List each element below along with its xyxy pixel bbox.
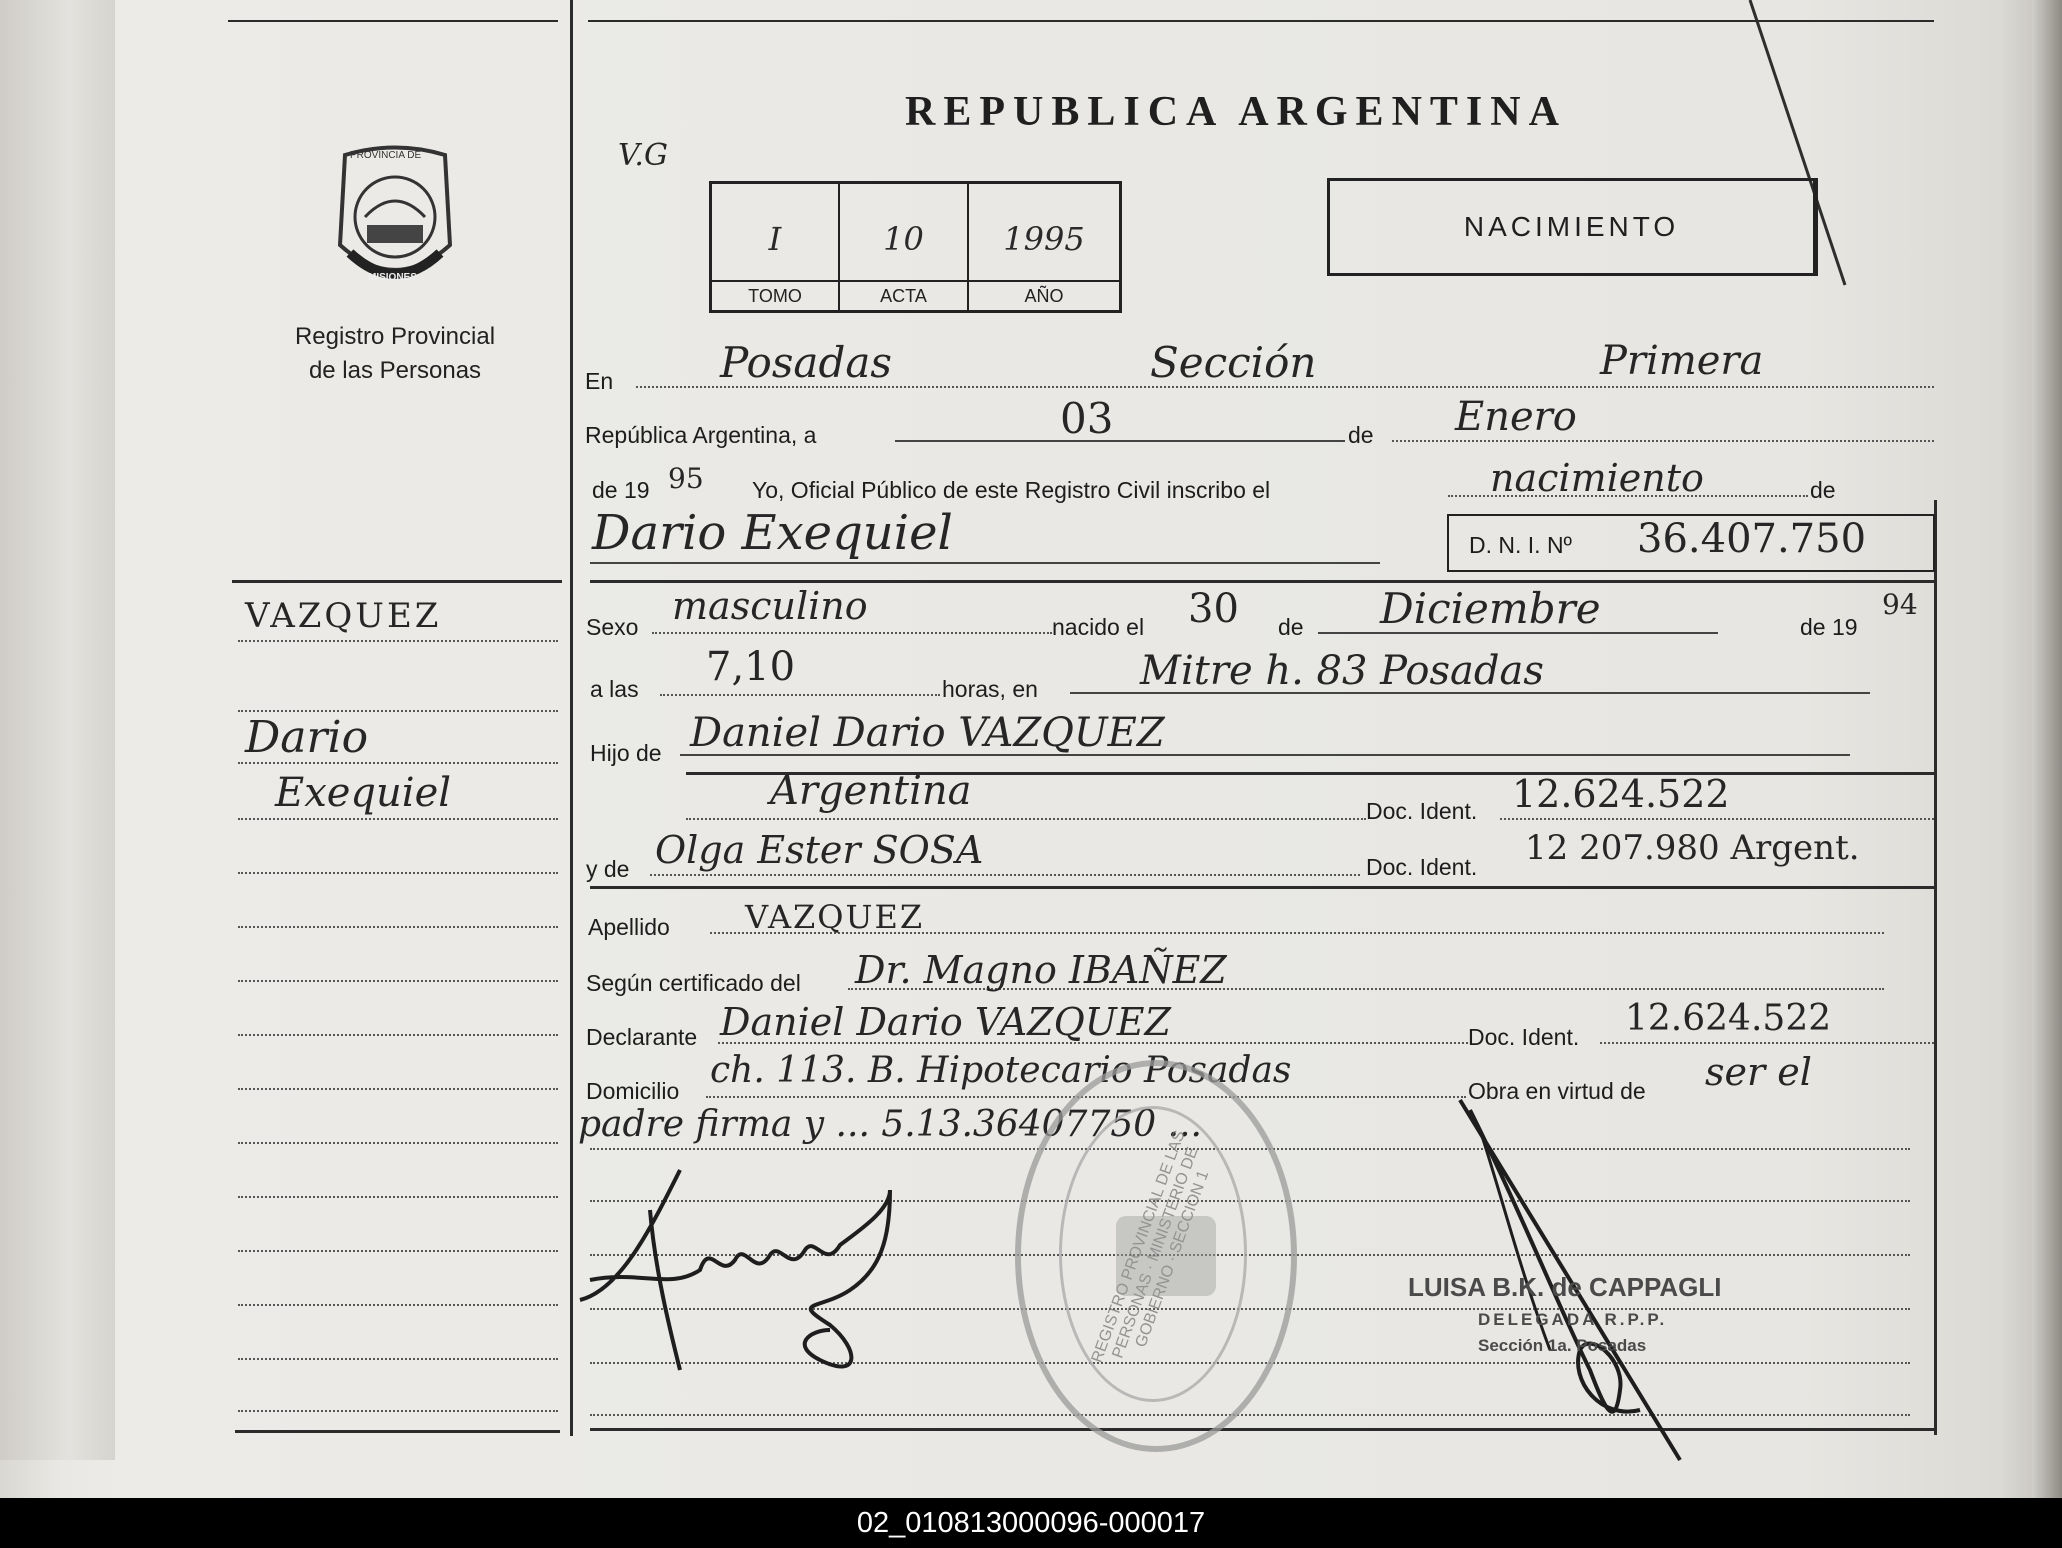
hw-seccion: Primera	[1600, 338, 1764, 384]
officer-stamp-line1: LUISA B.K. de CAPPAGLI	[1408, 1272, 1722, 1302]
acta-caption: ACTA	[840, 280, 967, 307]
hw-padre: Daniel Dario VAZQUEZ	[690, 710, 1165, 756]
top-rule-left	[228, 20, 558, 22]
label-domicilio: Domicilio	[586, 1078, 680, 1104]
nacimiento-label: NACIMIENTO	[1463, 211, 1680, 242]
label-dni: D. N. I. Nº	[1469, 532, 1572, 558]
anio-caption: AÑO	[969, 280, 1119, 307]
label-de-19b: de 19	[1800, 614, 1858, 640]
seal-text: REGISTRO PROVINCIAL DE LAS PERSONAS · MINISTERIO DE GOBIERNO · SECCION 1	[1088, 1128, 1213, 1366]
tomo-caption: TOMO	[712, 280, 838, 307]
line-nacionalidad	[686, 818, 1366, 820]
label-obra: Obra en virtud de	[1468, 1078, 1646, 1104]
top-rule-right	[588, 20, 1934, 22]
left-line	[238, 1088, 558, 1090]
right-border	[1934, 500, 1937, 1435]
document-id: 02_010813000096-000017	[856, 1507, 1206, 1539]
left-line	[238, 640, 558, 642]
line-hora	[660, 694, 940, 696]
hw-dia: 03	[1060, 394, 1114, 443]
left-line	[238, 1196, 558, 1198]
left-line	[238, 1410, 558, 1412]
label-de: de	[1348, 422, 1374, 448]
parents-rule-2	[590, 886, 1936, 889]
document-title: REPUBLICA ARGENTINA	[905, 89, 1567, 135]
left-line	[238, 710, 558, 712]
anio-value: 1995	[1003, 220, 1085, 258]
line-dia	[895, 440, 1345, 442]
left-line	[238, 872, 558, 874]
acta-value: 10	[883, 220, 924, 258]
hw-domicilio: ch. 113. B. Hipotecario Posadas	[710, 1050, 1292, 1091]
registry-name	[260, 320, 530, 388]
page-fold	[0, 0, 115, 1460]
label-doc-ident-2: Doc. Ident.	[1366, 854, 1478, 880]
left-line	[238, 980, 558, 982]
hw-nombre: Dario Exequiel	[592, 505, 953, 561]
hw-obra: ser el	[1705, 1050, 1812, 1094]
label-horas-en: horas, en	[942, 676, 1038, 702]
label-republica: República Argentina, a	[585, 422, 817, 448]
tomo-value: I	[768, 220, 782, 258]
left-mid-rule	[232, 580, 562, 583]
left-line	[238, 1250, 558, 1252]
binding-edge	[2032, 0, 2062, 1498]
main-bottom-rule	[590, 1428, 1936, 1431]
anio-cell	[969, 184, 1119, 310]
circular-seal	[1015, 1060, 1297, 1452]
label-apellido: Apellido	[588, 914, 670, 940]
side-note: V.G	[618, 138, 668, 173]
label-y-de: y de	[586, 856, 630, 882]
left-line	[238, 762, 558, 764]
left-line	[238, 1304, 558, 1306]
label-declarante: Declarante	[586, 1024, 698, 1050]
hw-madre: Olga Ester SOSA	[655, 828, 984, 872]
hw-acto: nacimiento	[1490, 456, 1704, 500]
line-padre-doc	[1500, 818, 1934, 820]
registry-name-line1: Registro Provincial	[294, 323, 496, 350]
line-declarante-doc	[1600, 1042, 1934, 1044]
hw-nacionalidad: Argentina	[770, 768, 972, 814]
label-de-19: de 19	[592, 477, 650, 503]
hw-hora: 7,10	[706, 644, 796, 690]
main-mid-rule	[590, 580, 1936, 583]
acta-cell	[840, 184, 969, 310]
hw-declarante: Daniel Dario VAZQUEZ	[720, 1000, 1171, 1044]
hw-nac-dia: 30	[1188, 586, 1239, 632]
line-mes	[1392, 440, 1934, 442]
tomo-acta-table	[709, 181, 1122, 313]
hw-obra-cont: padre firma y ... 5.13.36407750 ...	[578, 1104, 1202, 1145]
label-sexo: Sexo	[586, 614, 639, 640]
officer-stamp-line3: Sección 1a. Posadas	[1478, 1336, 1647, 1355]
hw-madre-doc: 12 207.980 Argent.	[1525, 828, 1860, 868]
hw-nac-anio: 94	[1882, 588, 1918, 621]
left-line	[238, 1358, 558, 1360]
nacimiento-box	[1327, 178, 1818, 276]
hw-declarante-doc: 12.624.522	[1625, 998, 1832, 1039]
line-nombre	[590, 562, 1380, 564]
hw-medico: Dr. Magno IBAÑEZ	[855, 948, 1227, 992]
tomo-cell	[712, 184, 840, 310]
officer-stamp-line2: DELEGADA R.P.P.	[1478, 1310, 1668, 1329]
hw-lugar: Mitre h. 83 Posadas	[1140, 648, 1544, 694]
registry-name-line2: de las Personas	[308, 357, 482, 384]
hw-apellido: VAZQUEZ	[745, 898, 925, 936]
hw-sexo: masculino	[672, 584, 868, 628]
shield-text-top: PROVINCIA DE	[350, 150, 422, 161]
hw-nac-mes: Diciembre	[1380, 584, 1601, 633]
label-a-las: a las	[590, 676, 639, 702]
left-bottom-rule	[235, 1430, 560, 1433]
left-line	[238, 1034, 558, 1036]
left-line	[238, 818, 558, 820]
declarant-signature	[560, 1150, 960, 1380]
footer-bar	[0, 1498, 2062, 1548]
label-nacido-el: nacido el	[1052, 614, 1145, 640]
line-sexo	[652, 632, 1052, 634]
shield-text-bottom: MISIONES	[368, 272, 417, 283]
left-line	[238, 926, 558, 928]
label-yo-oficial: Yo, Oficial Público de este Registro Civil inscribo el	[752, 477, 1271, 503]
side-surname: VAZQUEZ	[245, 596, 442, 636]
label-en: En	[585, 368, 614, 394]
left-line	[238, 1142, 558, 1144]
label-de-2: de	[1810, 477, 1836, 503]
side-name-1: Dario	[245, 712, 369, 763]
label-segun: Según certificado del	[586, 970, 801, 996]
label-de-3: de	[1278, 614, 1304, 640]
dni-box	[1447, 514, 1935, 572]
label-doc-ident: Doc. Ident.	[1366, 798, 1478, 824]
line-madre	[650, 874, 1360, 876]
label-doc-ident-3: Doc. Ident.	[1468, 1024, 1580, 1050]
hw-ciudad: Posadas	[720, 338, 892, 387]
hw-seccion-word: Sección	[1150, 338, 1317, 387]
hw-anio: 95	[668, 462, 704, 495]
label-hijo-de: Hijo de	[590, 740, 662, 766]
hw-padre-doc: 12.624.522	[1512, 772, 1730, 816]
side-name-2: Exequiel	[275, 770, 452, 816]
hw-dni: 36.407.750	[1637, 516, 1867, 562]
hw-mes: Enero	[1455, 394, 1577, 440]
